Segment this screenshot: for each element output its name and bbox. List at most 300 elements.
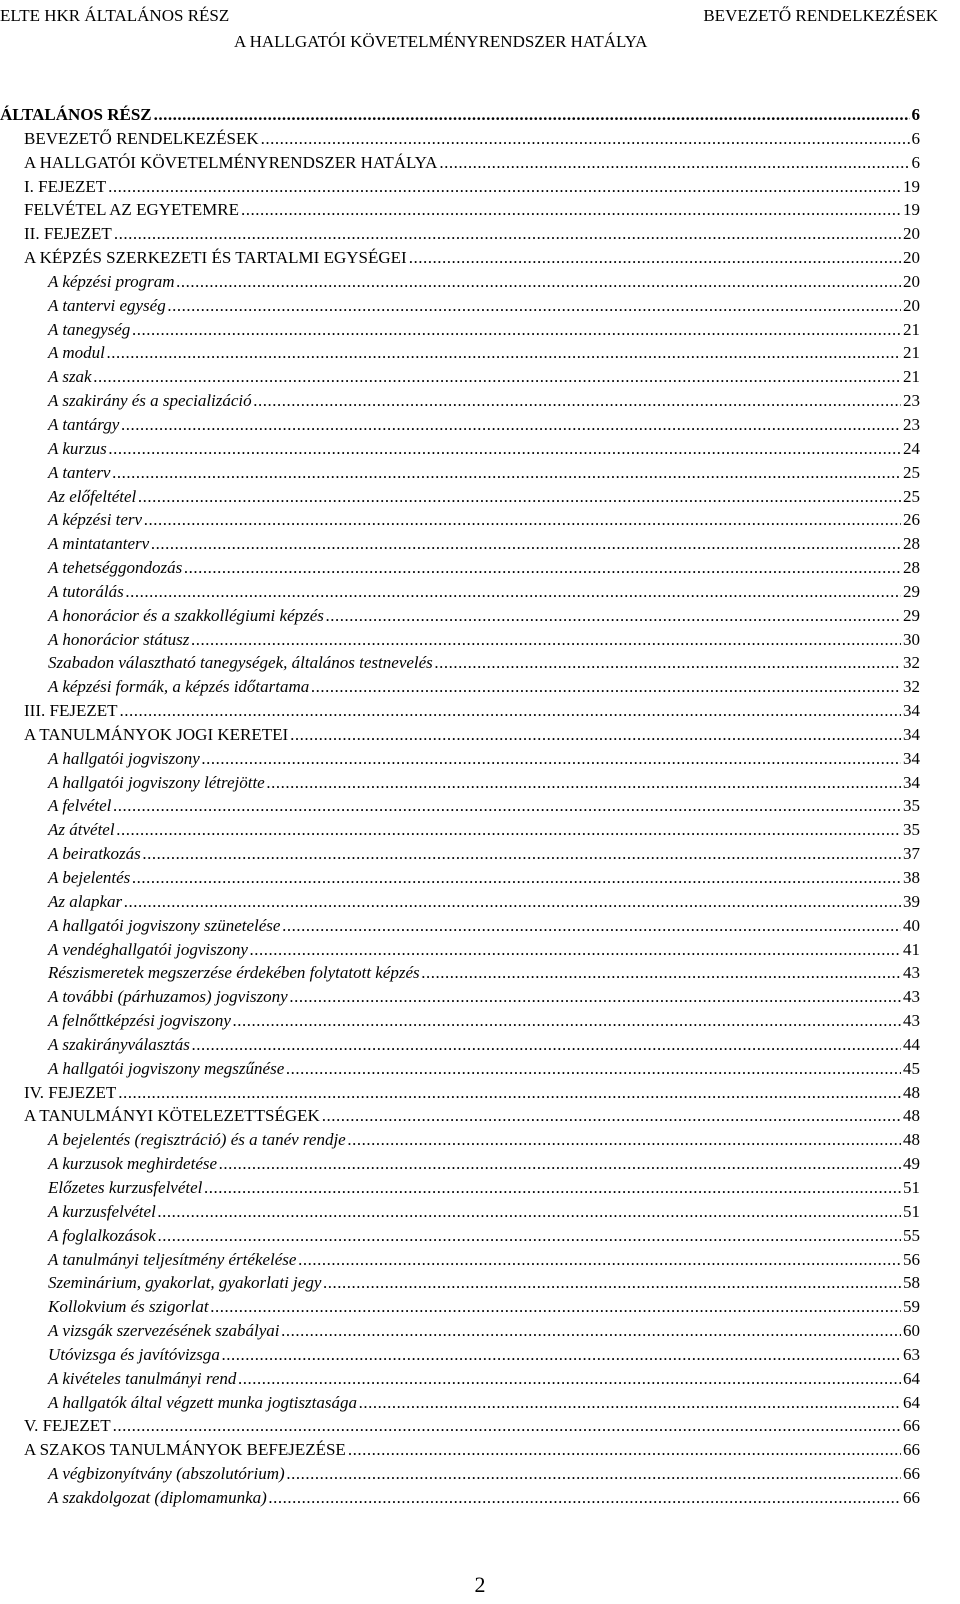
toc-entry-title: BEVEZETŐ RENDELKEZÉSEK [24, 128, 259, 148]
toc-entry-page: 20 [903, 271, 920, 291]
toc-entry-row [48, 961, 920, 985]
toc-entry-title: ÁLTALÁNOS RÉSZ [0, 105, 152, 124]
toc-entry-title: Szabadon választható tanegységek, általános testnevelés [48, 653, 433, 673]
toc-entry[interactable] [0, 318, 960, 342]
toc-entry[interactable] [0, 1224, 960, 1248]
toc-dot-leader [143, 842, 901, 866]
toc-entry-row [48, 985, 920, 1009]
toc-entry-page: 38 [903, 868, 920, 887]
toc-entry[interactable] [0, 1271, 960, 1295]
toc-entry[interactable] [0, 699, 960, 723]
toc-entry[interactable] [0, 341, 960, 365]
toc-entry-title: A tutorálás [48, 581, 124, 601]
toc-entry-page: 25 [903, 486, 920, 506]
toc-entry-row [48, 437, 920, 461]
toc-entry-row [48, 1224, 920, 1248]
toc-entry-row [24, 1414, 920, 1438]
toc-entry-page: 6 [911, 105, 920, 124]
toc-entry[interactable] [0, 747, 960, 771]
toc-entry-title: A HALLGATÓI KÖVETELMÉNYRENDSZER HATÁLYA [24, 152, 438, 172]
toc-dot-leader [267, 771, 901, 795]
toc-entry-page: 58 [903, 1273, 920, 1293]
toc-entry-title: Utóvizsga és javítóvizsga [48, 1344, 220, 1364]
toc-entry[interactable] [0, 437, 960, 461]
toc-dot-leader [241, 198, 901, 222]
toc-entry[interactable] [0, 103, 960, 127]
toc-dot-leader [202, 747, 901, 771]
toc-dot-leader [126, 580, 901, 604]
toc-entry-row [24, 723, 920, 747]
toc-entry-page: 29 [903, 581, 920, 601]
toc-entry-title: A képzési terv [48, 510, 143, 530]
toc-entry[interactable] [0, 151, 960, 175]
toc-entry-title: Az átvétel [48, 820, 115, 840]
toc-entry[interactable] [0, 723, 960, 747]
toc-entry-title: IV. FEJEZET [24, 1082, 117, 1102]
toc-entry-row [48, 365, 920, 389]
toc-entry-page: 29 [903, 605, 920, 625]
toc-dot-leader [168, 294, 901, 318]
toc-entry-title: A honorácior és a szakkollégiumi képzés [48, 605, 324, 625]
toc-entry-title: A tehetséggondozás [48, 558, 183, 578]
toc-entry-row [48, 938, 920, 962]
toc-entry-title: A szak [48, 367, 92, 387]
toc-entry-row [48, 532, 920, 556]
toc-dot-leader [439, 151, 909, 175]
toc-entry-title: A hallgatói jogviszony szünetelése [48, 915, 281, 935]
toc-entry-page: 34 [903, 724, 920, 744]
toc-entry-page: 35 [903, 820, 920, 840]
toc-dot-leader [286, 1057, 901, 1081]
toc-entry[interactable] [0, 413, 960, 437]
toc-dot-leader [191, 628, 901, 652]
toc-entry-title: A hallgatói jogviszony [48, 748, 200, 768]
toc-entry-row [48, 747, 920, 771]
toc-entry[interactable] [0, 580, 960, 604]
toc-entry-row [24, 1438, 920, 1462]
toc-entry-page: 60 [903, 1321, 920, 1341]
toc-entry-row [48, 1462, 920, 1486]
toc-dot-leader [158, 1224, 901, 1248]
toc-entry-page: 48 [903, 1106, 920, 1126]
toc-entry-title: A hallgatói jogviszony létrejötte [48, 772, 265, 792]
toc-entry-row [48, 318, 920, 342]
toc-entry-title: III. FEJEZET [24, 701, 118, 721]
toc-entry[interactable] [0, 1176, 960, 1200]
toc-entry-title: V. FEJEZET [24, 1416, 111, 1436]
toc-entry-row [48, 1343, 920, 1367]
toc-entry-title: A képzési formák, a képzés időtartama [48, 677, 310, 697]
toc-entry-page: 6 [911, 152, 920, 172]
toc-entry-title: A hallgatói jogviszony megszűnése [48, 1058, 285, 1078]
toc-entry-page: 21 [903, 343, 920, 363]
toc-entry-page: 28 [903, 534, 920, 554]
toc-entry-title: Az előfeltétel [48, 486, 137, 506]
toc-entry[interactable] [0, 270, 960, 294]
toc-dot-leader [322, 1104, 901, 1128]
toc-entry-page: 48 [903, 1082, 920, 1102]
toc-dot-leader [117, 818, 901, 842]
toc-dot-leader [261, 127, 910, 151]
toc-entry-title: A felvétel [48, 796, 112, 816]
toc-entry[interactable] [0, 294, 960, 318]
toc-dot-leader [282, 914, 901, 938]
toc-dot-leader [113, 1414, 901, 1438]
toc-entry-page: 43 [903, 987, 920, 1007]
toc-entry-row [48, 1057, 920, 1081]
toc-entry-title: A kurzus [48, 438, 107, 458]
toc-entry[interactable] [0, 771, 960, 795]
toc-entry-row [48, 1271, 920, 1295]
toc-entry-row [48, 1248, 920, 1272]
toc-entry[interactable] [0, 651, 960, 675]
toc-entry-row [48, 651, 920, 675]
toc-entry-page: 32 [903, 677, 920, 697]
toc-entry-title: Kollokvium és szigorlat [48, 1297, 209, 1317]
page-number: 2 [474, 1572, 486, 1597]
toc-dot-leader [177, 270, 901, 294]
toc-dot-leader [158, 1200, 901, 1224]
toc-dot-leader [290, 985, 901, 1009]
toc-entry-row [24, 127, 920, 151]
toc-entry-title: Az alapkar [48, 891, 123, 911]
toc-entry-page: 23 [903, 391, 920, 411]
toc-dot-leader [348, 1438, 901, 1462]
toc-entry[interactable] [0, 1391, 960, 1415]
toc-entry[interactable] [0, 1343, 960, 1367]
toc-entry-page: 49 [903, 1154, 920, 1174]
toc-entry-row [48, 413, 920, 437]
toc-entry-row [48, 270, 920, 294]
toc-entry-title: A szakdolgozat (diplomamunka) [48, 1487, 267, 1507]
toc-dot-leader [250, 938, 901, 962]
toc-entry-page: 39 [903, 891, 920, 911]
toc-entry-row [48, 341, 920, 365]
toc-entry[interactable] [0, 938, 960, 962]
toc-entry-row [24, 1081, 920, 1105]
toc-entry-row [48, 1200, 920, 1224]
toc-entry[interactable] [0, 485, 960, 509]
toc-entry-page: 26 [903, 510, 920, 530]
toc-entry[interactable] [0, 890, 960, 914]
toc-entry-title: A tantárgy [48, 414, 120, 434]
toc-entry-row [24, 198, 920, 222]
toc-entry[interactable] [0, 175, 960, 199]
toc-entry-row [48, 1176, 920, 1200]
toc-entry-title: A foglalkozások [48, 1225, 156, 1245]
toc-dot-leader [287, 1462, 901, 1486]
toc-entry-row [48, 580, 920, 604]
toc-entry[interactable] [0, 818, 960, 842]
toc-dot-leader [184, 556, 901, 580]
toc-entry-title: A kurzusok meghirdetése [48, 1154, 218, 1174]
toc-entry[interactable] [0, 842, 960, 866]
toc-entry-row [48, 675, 920, 699]
toc-entry[interactable] [0, 365, 960, 389]
toc-entry[interactable] [0, 1057, 960, 1081]
toc-entry-title: A mintatanterv [48, 534, 150, 554]
toc-entry[interactable] [0, 1319, 960, 1343]
toc-entry-row [24, 246, 920, 270]
header-right-title: BEVEZETŐ RENDELKEZÉSEK [703, 6, 938, 25]
toc-entry[interactable] [0, 556, 960, 580]
toc-entry[interactable] [0, 1414, 960, 1438]
toc-dot-leader [154, 103, 910, 127]
toc-entry-page: 21 [903, 319, 920, 339]
toc-entry[interactable] [0, 246, 960, 270]
toc-entry-title: A bejelentés (regisztráció) és a tanév rendje [48, 1130, 346, 1150]
toc-entry-page: 56 [903, 1249, 920, 1269]
toc-dot-leader [112, 461, 901, 485]
table-of-contents [0, 103, 960, 1510]
toc-dot-leader [311, 675, 901, 699]
toc-entry-row [48, 1367, 920, 1391]
toc-entry-page: 59 [903, 1297, 920, 1317]
toc-entry-title: A beiratkozás [48, 844, 141, 864]
toc-entry[interactable] [0, 604, 960, 628]
toc-entry-row [48, 842, 920, 866]
toc-entry-page: 51 [903, 1177, 920, 1197]
toc-entry-row [48, 1152, 920, 1176]
toc-dot-leader [323, 1271, 901, 1295]
toc-entry-row [48, 461, 920, 485]
toc-dot-leader [107, 341, 901, 365]
toc-entry-title: Előzetes kurzusfelvétel [48, 1177, 203, 1197]
toc-dot-leader [121, 413, 901, 437]
toc-dot-leader [114, 222, 901, 246]
toc-entry[interactable] [0, 628, 960, 652]
toc-entry-page: 6 [911, 128, 920, 148]
toc-entry-row [48, 818, 920, 842]
toc-entry-row [48, 1319, 920, 1343]
toc-entry-page: 55 [903, 1225, 920, 1245]
toc-entry-page: 64 [903, 1392, 920, 1412]
toc-entry-row [24, 175, 920, 199]
toc-entry-row [48, 556, 920, 580]
toc-dot-leader [211, 1295, 901, 1319]
toc-entry-title: A tantervi egység [48, 295, 166, 315]
toc-entry[interactable] [0, 1200, 960, 1224]
toc-entry-page: 63 [903, 1344, 920, 1364]
toc-entry-row [24, 151, 920, 175]
toc-entry[interactable] [0, 1152, 960, 1176]
toc-entry-title: A bejelentés [48, 868, 131, 887]
toc-entry-title: A tanegység [48, 319, 131, 339]
toc-entry[interactable] [0, 1104, 960, 1128]
toc-entry[interactable] [0, 1486, 960, 1510]
toc-entry-page: 43 [903, 1011, 920, 1031]
toc-entry[interactable] [0, 532, 960, 556]
toc-dot-leader [290, 723, 901, 747]
toc-dot-leader [409, 246, 901, 270]
toc-entry-row [48, 771, 920, 795]
toc-dot-leader [204, 1176, 901, 1200]
toc-dot-leader [348, 1128, 901, 1152]
toc-entry-page: 20 [903, 224, 920, 244]
toc-entry-page: 34 [903, 772, 920, 792]
toc-entry-page: 41 [903, 939, 920, 959]
toc-entry[interactable] [0, 198, 960, 222]
toc-dot-leader [254, 389, 901, 413]
toc-entry-page: 48 [903, 1130, 920, 1150]
toc-entry-row [24, 1104, 920, 1128]
toc-entry-page: 19 [903, 200, 920, 220]
toc-dot-leader [119, 699, 901, 723]
toc-dot-leader [109, 437, 901, 461]
toc-entry-row [48, 628, 920, 652]
toc-entry[interactable] [0, 985, 960, 1009]
toc-entry-page: 28 [903, 558, 920, 578]
toc-entry-title: A felnőttképzési jogviszony [48, 1011, 231, 1031]
toc-entry-row [48, 294, 920, 318]
toc-entry-title: Részismeretek megszerzése érdekében folytatott képzés [48, 963, 420, 983]
toc-entry[interactable] [0, 1081, 960, 1105]
toc-entry[interactable] [0, 1367, 960, 1391]
toc-entry-row [0, 103, 920, 127]
header-left-title: ELTE HKR ÁLTALÁNOS RÉSZ [0, 6, 230, 25]
toc-entry-title: A modul [48, 343, 105, 363]
toc-entry-title: A vendéghallgatói jogviszony [48, 939, 248, 959]
toc-entry-page: 51 [903, 1201, 920, 1221]
toc-entry[interactable] [0, 961, 960, 985]
toc-entry-page: 44 [903, 1034, 920, 1054]
toc-dot-leader [94, 365, 901, 389]
toc-entry[interactable] [0, 866, 960, 890]
toc-entry-row [48, 604, 920, 628]
toc-entry[interactable] [0, 1009, 960, 1033]
toc-entry-row [48, 1391, 920, 1415]
toc-dot-leader [192, 1033, 901, 1057]
toc-entry-row [24, 699, 920, 723]
toc-entry-page: 45 [903, 1058, 920, 1078]
toc-entry-page: 34 [903, 701, 920, 721]
toc-entry-row [48, 389, 920, 413]
toc-entry-row [48, 890, 920, 914]
toc-dot-leader [118, 1081, 901, 1105]
toc-entry-title: Szeminárium, gyakorlat, gyakorlati jegy [48, 1273, 322, 1293]
toc-entry-page: 43 [903, 963, 920, 983]
toc-entry-page: 25 [903, 462, 920, 482]
toc-entry-page: 66 [903, 1487, 920, 1507]
toc-dot-leader [233, 1009, 901, 1033]
toc-entry-title: A képzési program [48, 271, 175, 291]
toc-entry-title: A kurzusfelvétel [48, 1201, 156, 1221]
toc-dot-leader [132, 318, 901, 342]
toc-entry-title: A szakirány és a specializáció [48, 391, 252, 411]
toc-entry-title: A szakirányválasztás [48, 1034, 190, 1054]
toc-dot-leader [113, 794, 901, 818]
toc-entry-title: II. FEJEZET [24, 224, 112, 244]
toc-entry[interactable] [0, 1462, 960, 1486]
toc-entry-page: 66 [903, 1464, 920, 1484]
toc-dot-leader [124, 890, 901, 914]
toc-entry-row [48, 508, 920, 532]
toc-entry-row [48, 1295, 920, 1319]
toc-entry[interactable] [0, 461, 960, 485]
toc-dot-leader [359, 1391, 901, 1415]
toc-entry-title: A vizsgák szervezésének szabályai [48, 1321, 280, 1341]
toc-entry-title: A TANULMÁNYI KÖTELEZETTSÉGEK [24, 1106, 320, 1126]
toc-entry-row [48, 914, 920, 938]
toc-dot-leader [151, 532, 901, 556]
toc-entry-page: 23 [903, 414, 920, 434]
toc-entry-page: 34 [903, 748, 920, 768]
toc-entry-row [48, 1009, 920, 1033]
toc-entry[interactable] [0, 127, 960, 151]
toc-entry-page: 20 [903, 295, 920, 315]
toc-entry[interactable] [0, 794, 960, 818]
toc-entry[interactable] [0, 1295, 960, 1319]
toc-dot-leader [326, 604, 901, 628]
toc-entry-title: A KÉPZÉS SZERKEZETI ÉS TARTALMI EGYSÉGEI [24, 248, 407, 268]
toc-dot-leader [222, 1343, 901, 1367]
toc-entry-row [48, 794, 920, 818]
toc-entry-title: A tanterv [48, 462, 111, 482]
toc-entry-row [48, 866, 920, 890]
toc-entry-row [24, 222, 920, 246]
toc-entry-page: 66 [903, 1416, 920, 1436]
toc-entry-page: 40 [903, 915, 920, 935]
toc-dot-leader [238, 1367, 901, 1391]
page-header [0, 2, 960, 62]
toc-entry-title: A kivételes tanulmányi rend [48, 1368, 237, 1388]
toc-entry-page: 66 [903, 1440, 920, 1460]
toc-entry[interactable] [0, 675, 960, 699]
toc-entry-row [48, 1486, 920, 1510]
toc-entry-title: A végbizonyítvány (abszolutórium) [48, 1464, 285, 1484]
toc-entry[interactable] [0, 1248, 960, 1272]
toc-dot-leader [219, 1152, 901, 1176]
toc-dot-leader [282, 1319, 902, 1343]
toc-entry-title: A SZAKOS TANULMÁNYOK BEFEJEZÉSE [24, 1440, 346, 1460]
toc-entry-title: A hallgatók által végzett munka jogtisztasága [48, 1392, 357, 1412]
toc-entry-row [48, 1033, 920, 1057]
toc-entry[interactable] [0, 914, 960, 938]
toc-dot-leader [435, 651, 901, 675]
toc-entry[interactable] [0, 1033, 960, 1057]
toc-entry[interactable] [0, 222, 960, 246]
toc-dot-leader [298, 1248, 901, 1272]
toc-dot-leader [132, 866, 901, 890]
toc-dot-leader [269, 1486, 901, 1510]
toc-entry-page: 64 [903, 1368, 920, 1388]
toc-entry-page: 37 [903, 844, 920, 864]
toc-entry-title: A további (párhuzamos) jogviszony [48, 987, 288, 1007]
toc-dot-leader [422, 961, 901, 985]
toc-entry-title: A honorácior státusz [48, 629, 190, 649]
toc-dot-leader [138, 485, 901, 509]
toc-entry-page: 21 [903, 367, 920, 387]
toc-entry[interactable] [0, 1438, 960, 1462]
toc-entry-row [48, 1128, 920, 1152]
toc-dot-leader [144, 508, 901, 532]
toc-entry-page: 30 [903, 629, 920, 649]
toc-entry-page: 19 [903, 176, 920, 196]
toc-entry[interactable] [0, 1128, 960, 1152]
toc-entry-title: I. FEJEZET [24, 176, 107, 196]
toc-entry-title: FELVÉTEL AZ EGYETEMRE [24, 200, 239, 220]
toc-entry-page: 24 [903, 438, 920, 458]
toc-entry-title: A tanulmányi teljesítmény értékelése [48, 1249, 297, 1269]
toc-entry-page: 32 [903, 653, 920, 673]
toc-entry[interactable] [0, 389, 960, 413]
toc-entry-page: 20 [903, 248, 920, 268]
toc-dot-leader [108, 175, 901, 199]
toc-entry[interactable] [0, 508, 960, 532]
toc-entry-title: A TANULMÁNYOK JOGI KERETEI [24, 724, 289, 744]
toc-entry-page: 35 [903, 796, 920, 816]
header-subtitle: A HALLGATÓI KÖVETELMÉNYRENDSZER HATÁLYA [234, 32, 648, 51]
